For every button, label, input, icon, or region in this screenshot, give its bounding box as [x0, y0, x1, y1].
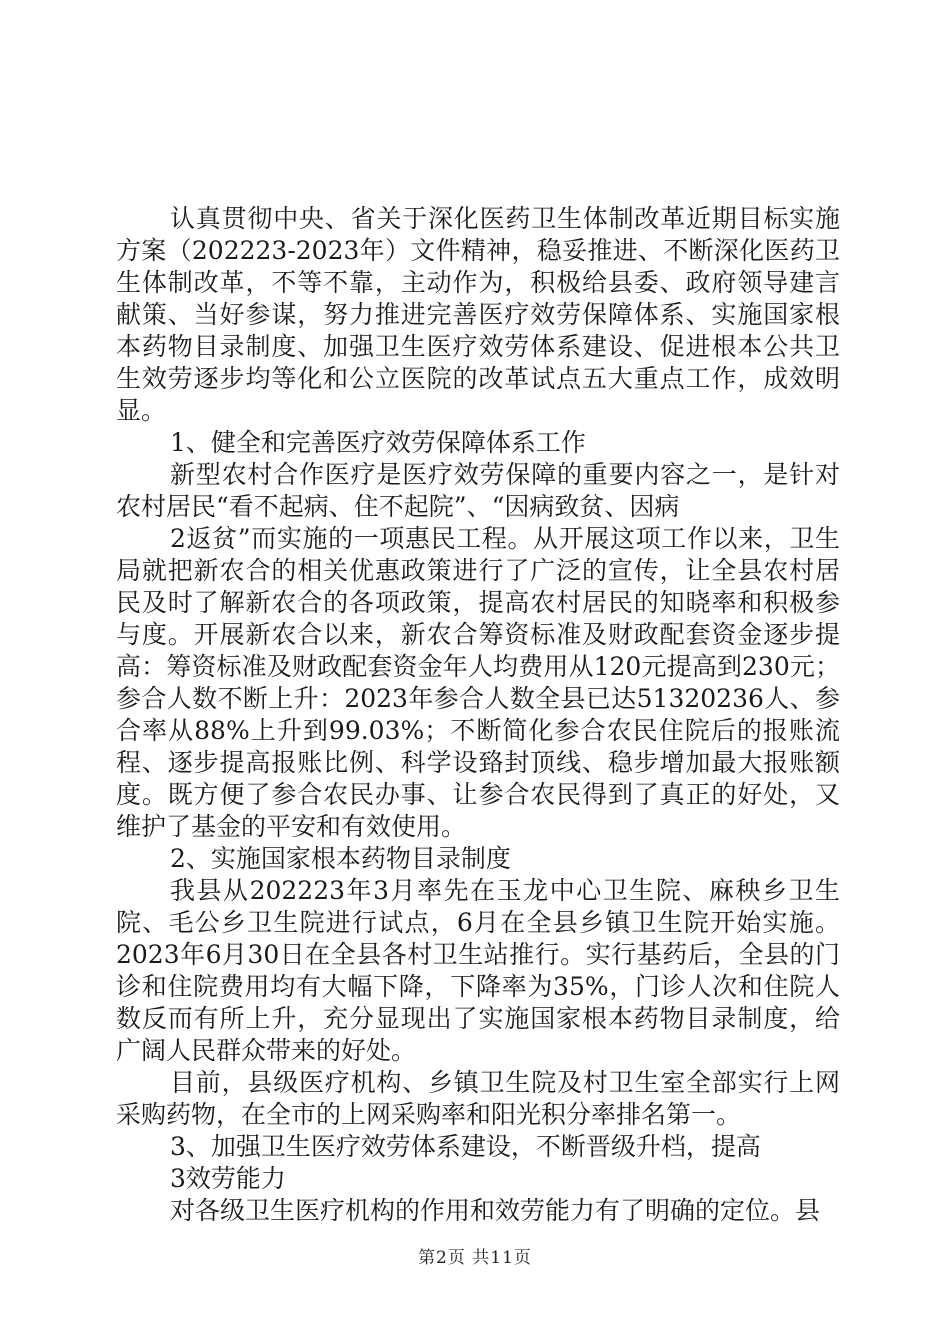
paragraph-intro: 认真贯彻中央、省关于深化医药卫生体制改革近期目标实施方案（202223-2023年）文件精神，稳妥推进、不断深化医药卫生体制改革，不等不靠，主动作为，积极给县委、政府领导建言献策、当好参谋，努力推进完善医疗效劳保障体系、实施国家根本药物目录制度、加强卫生医疗效劳体系建设、促进根本公共卫生效劳逐步均等化和公立医院的改革试点五大重点工作，成效明显。: [116, 204, 840, 425]
paragraph-service-capacity: 对各级卫生医疗机构的作用和效劳能力有了明确的定位。县: [170, 1196, 821, 1225]
section-heading-1: 1、健全和完善医疗效劳保障体系工作: [170, 428, 586, 457]
section-heading-3: 3、加强卫生医疗效劳体系建设，不断晋级升档，提高: [170, 1132, 761, 1161]
paragraph-ncms-intro: 新型农村合作医疗是医疗效劳保障的重要内容之一，是针对农村居民“看不起病、住不起院”、“因病致贫、因病: [116, 460, 840, 521]
document-body: [116, 203, 840, 1227]
section-heading-2: 2、实施国家根本药物目录制度: [170, 844, 511, 873]
paragraph-ncms-details: 2返贫”而实施的一项惠民工程。从开展这项工作以来，卫生局就把新农合的相关优惠政策进行了广泛的宣传，让全县农村居民及时了解新农合的各项政策，提高农村居民的知晓率和积极参与度。开展新农合以来，新农合筹资标准及财政配套资金逐步提高：筹资标准及财政配套资金年人均费用从120元提高到230元；参合人数不断上升：2023年参合人数全县已达51320236人、参合率从88%上升到99.03%；不断简化参合农民住院后的报账流程、逐步提高报账比例、科学设臵封顶线、稳步增加最大报账额度。既方便了参合农民办事、让参合农民得到了真正的好处，又维护了基金的平安和有效使用。: [116, 524, 840, 841]
section-heading-3-continued: 3效劳能力: [170, 1164, 286, 1193]
paragraph-essential-drugs: 我县从202223年3月率先在玉龙中心卫生院、麻秧乡卫生院、毛公乡卫生院进行试点，6月在全县乡镇卫生院开始实施。2023年6月30日在全县各村卫生站推行。实行基药后，全县的门诊和住院费用均有大幅下降，下降率为35%，门诊人次和住院人数反而有所上升，充分显现出了实施国家根本药物目录制度，给广阔人民群众带来的好处。: [116, 876, 840, 1065]
paragraph-online-procurement: 目前，县级医疗机构、乡镇卫生院及村卫生室全部实行上网采购药物，在全市的上网采购率和阳光积分率排名第一。: [116, 1068, 840, 1129]
page-number-footer: 第2页 共11页: [418, 1248, 532, 1268]
